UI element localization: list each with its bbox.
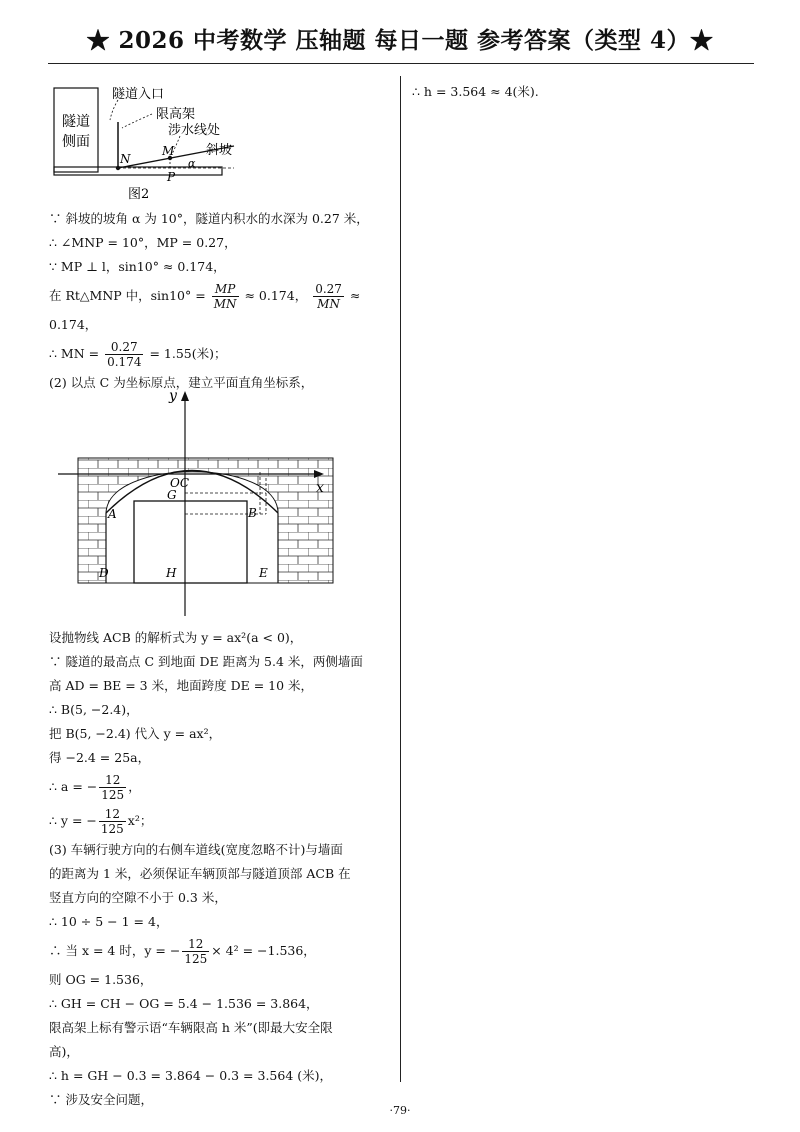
text-line: 高 AD = BE = 3 米，地面跨度 DE = 10 米，	[49, 678, 314, 693]
text-line: 把 B(5, −2.4) 代入 y = ax²，	[49, 726, 222, 741]
text-line: 得 −2.4 = 25a，	[49, 750, 151, 765]
y-axis-arrow	[181, 391, 189, 401]
axis-label-y: y	[169, 388, 177, 404]
text-line: ∴ 10 ÷ 5 − 1 = 4，	[49, 914, 169, 929]
page-number: ·79·	[389, 1104, 411, 1117]
vehicle-outline	[134, 501, 247, 583]
text-line: ∴ h = 3.564 ≈ 4(米).	[412, 84, 539, 99]
text-line: (2) 以点 C 为坐标原点，建立平面直角坐标系，	[49, 375, 314, 390]
label-m: M	[162, 144, 175, 158]
label-p: P	[167, 170, 176, 184]
label-alpha: α	[188, 157, 196, 170]
label-b: B	[248, 506, 257, 520]
axis-label-x: x	[316, 480, 324, 496]
label-g: G	[167, 488, 177, 502]
label-d: D	[99, 566, 109, 580]
fraction: $\frac{MP}{MN}$	[213, 282, 237, 311]
figure-tunnel-coordinates	[48, 388, 348, 618]
page-header-title: ★ 2026 中考数学 压轴题 每日一题 参考答案（类型 4）★	[86, 27, 714, 54]
header-rule	[48, 63, 754, 64]
text-line-sin-fraction: 在 Rt△MNP 中，sin10° = $\frac{MP}{MN}$ ≈ 0.174， $\frac{0.27}{MN}$ ≈	[49, 282, 361, 311]
label-side-2: 侧面	[62, 134, 90, 150]
text-line: 的距离为 1 米，必须保证车辆顶部与隧道顶部 ACB 在	[49, 866, 351, 881]
right-column-solution	[412, 80, 752, 104]
text-line-x4-fraction: ∴ 当 x = 4 时，y = − $\frac{12}{125}$ × 4² = −1.536，	[49, 937, 316, 966]
text-line: ∵ MP ⊥ l，sin10° ≈ 0.174，	[49, 259, 226, 274]
figure-2-tunnel-side	[48, 80, 248, 205]
label-e: E	[259, 566, 268, 580]
label-side-1: 隧道	[62, 114, 90, 130]
fraction: $\frac{0.27}{MN}$	[315, 282, 342, 311]
text-line: ∴ ∠MNP = 10°，MP = 0.27，	[49, 235, 237, 250]
label-oc: OC	[170, 476, 190, 490]
left-column-solution-continued	[49, 626, 392, 1112]
label-h: H	[166, 566, 177, 580]
text-line: 0.174，	[49, 317, 98, 332]
text-line-mn-fraction: ∴ MN = $\frac{0.27}{0.174}$ = 1.55(米)；	[49, 340, 227, 369]
text-line: ∴ B(5, −2.4)，	[49, 702, 139, 717]
text-line: 设抛物线 ACB 的解析式为 y = ax²(a < 0)，	[49, 630, 303, 645]
text-line-a-fraction: ∴ a = − $\frac{12}{125}$ ，	[49, 773, 141, 802]
fraction: $\frac{0.27}{0.174}$	[107, 340, 142, 369]
fraction: $\frac{12}{125}$	[100, 807, 124, 836]
point-n	[116, 166, 120, 170]
limiter-arrow	[122, 114, 152, 128]
label-water: 涉水线处	[168, 123, 221, 138]
text-line: 高)，	[49, 1044, 79, 1059]
text-line-y-fraction: ∴ y = − $\frac{12}{125}$ x²；	[49, 807, 153, 836]
text-line: 限高架上标有警示语“车辆限高 h 米”(即最大安全限	[49, 1020, 333, 1035]
entrance-arrow	[110, 100, 118, 120]
label-limiter: 限高架	[156, 107, 196, 122]
text-line: ∵ 隧道的最高点 C 到地面 DE 距离为 5.4 米，两侧墙面	[49, 654, 363, 669]
text-line: 竖直方向的空隙不小于 0.3 米，	[49, 890, 227, 905]
text-line: ∵ 斜坡的坡角 α 为 10°，隧道内积水的水深为 0.27 米，	[49, 211, 369, 226]
text-line: (3) 车辆行驶方向的右侧车道线(宽度忽略不计)与墙面	[49, 842, 343, 857]
label-entrance: 隧道入口	[112, 87, 165, 102]
column-divider	[400, 76, 401, 1082]
figure-caption: 图2	[128, 187, 150, 202]
text-line: 则 OG = 1.536，	[49, 972, 153, 987]
label-a: A	[108, 507, 117, 521]
label-slope: 斜坡	[206, 143, 233, 158]
text-line: ∴ h = GH − 0.3 = 3.864 − 0.3 = 3.564 (米)，	[49, 1068, 333, 1083]
left-column-solution	[49, 207, 392, 395]
fraction: $\frac{12}{125}$	[101, 773, 125, 802]
tunnel-side-wall	[54, 88, 98, 172]
text-line: ∵ 涉及安全问题，	[49, 1092, 153, 1107]
text-line: ∴ GH = CH − OG = 5.4 − 1.536 = 3.864，	[49, 996, 319, 1011]
fraction: $\frac{12}{125}$	[184, 937, 208, 966]
label-n: N	[120, 152, 131, 166]
